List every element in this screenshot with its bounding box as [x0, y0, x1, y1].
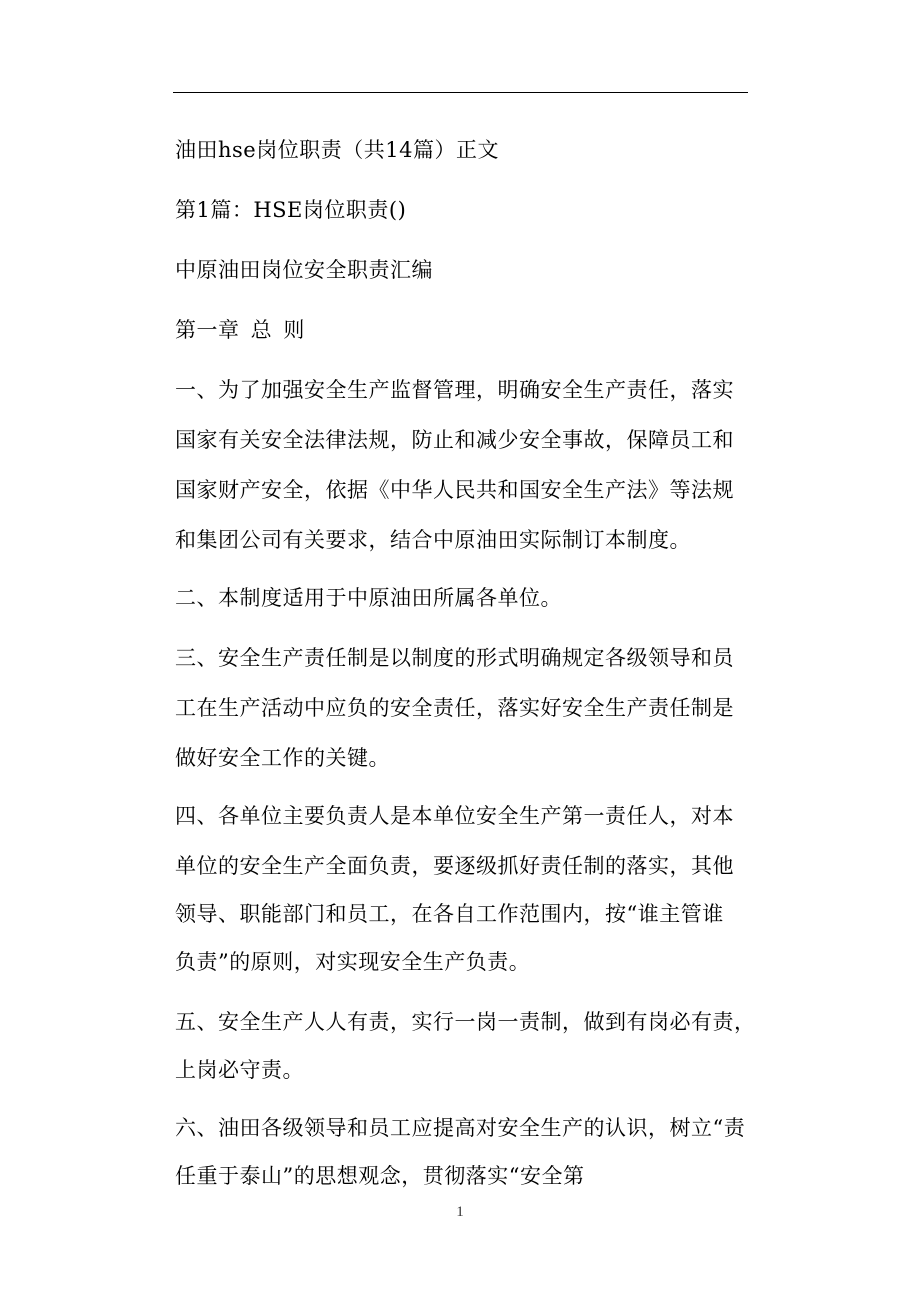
body-line: 一、为了加强安全生产监督管理，明确安全生产责任，落实 — [175, 378, 734, 402]
body-line: 领导、职能部门和员工，在各自工作范围内，按“谁主管谁 — [175, 902, 724, 926]
body-line: 六、油田各级领导和员工应提高对安全生产的认识，树立“责 — [175, 1116, 746, 1140]
body-line: 单位的安全生产全面负责，要逐级抓好责任制的落实，其他 — [175, 854, 734, 878]
body-line: 做好安全工作的关键。 — [175, 746, 390, 770]
page-number: 1 — [456, 1204, 464, 1220]
body-line: 国家有关安全法律法规，防止和减少安全事故，保障员工和 — [175, 428, 734, 452]
chapter-heading: 第一章 总 则 — [175, 318, 305, 342]
header-rule — [173, 92, 748, 93]
body-line: 上岗必守责。 — [175, 1058, 304, 1082]
body-line: 和集团公司有关要求，结合中原油田实际制订本制度。 — [175, 528, 691, 552]
section-heading: 第1篇：HSE岗位职责() — [175, 198, 407, 222]
body-line: 四、各单位主要负责人是本单位安全生产第一责任人，对本 — [175, 804, 734, 828]
body-line: 二、本制度适用于中原油田所属各单位。 — [175, 586, 562, 610]
body-line: 国家财产安全，依据《中华人民共和国安全生产法》等法规 — [175, 478, 734, 502]
body-line: 负责”的原则，对实现安全生产负责。 — [175, 950, 531, 974]
body-line: 五、安全生产人人有责，实行一岗一责制，做到有岗必有责， — [175, 1010, 756, 1034]
document-subtitle: 中原油田岗位安全职责汇编 — [175, 258, 433, 282]
document-title: 油田hse岗位职责（共14篇）正文 — [175, 138, 499, 162]
body-line: 工在生产活动中应负的安全责任，落实好安全生产责任制是 — [175, 696, 734, 720]
body-line: 任重于泰山”的思想观念，贯彻落实“安全第 — [175, 1164, 585, 1188]
body-line: 三、安全生产责任制是以制度的形式明确规定各级领导和员 — [175, 646, 734, 670]
